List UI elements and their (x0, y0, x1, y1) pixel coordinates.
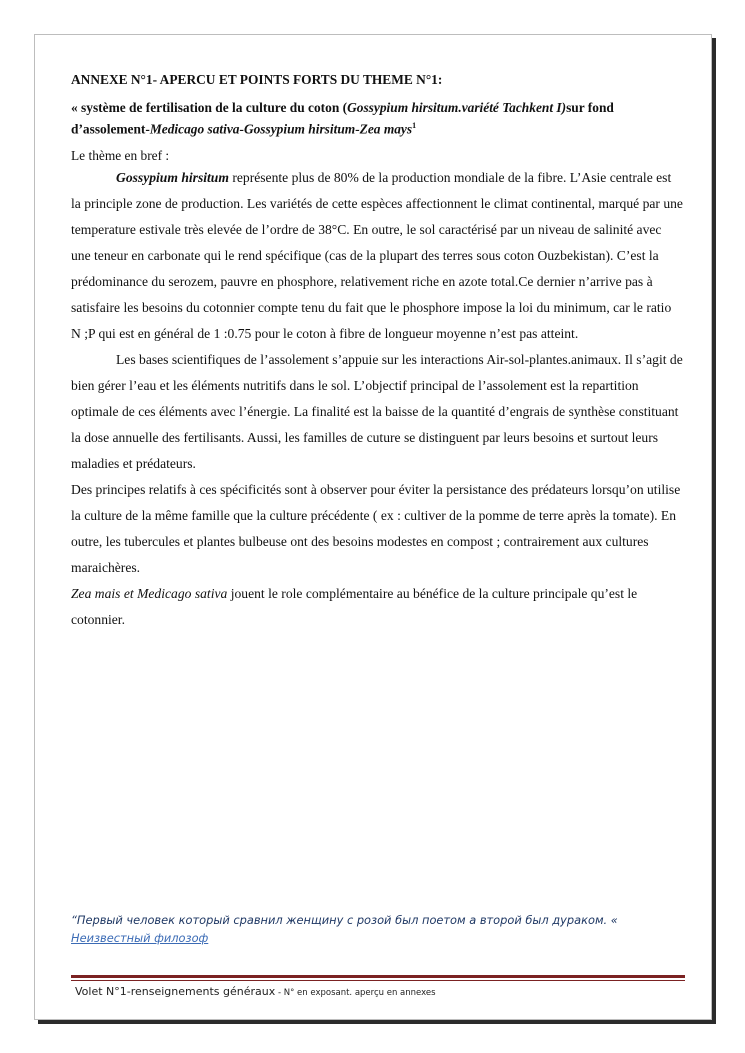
paragraph-3: Des principes relatifs à ces spécificités sont à observer pour éviter la persistance des prédateurs lorsqu’on utilise la culture de la même famille que la culture précédente ( ex : cultiver de la pomme de terre après la tomate). En outre, les tubercules et plantes bulbeuse ont des besoins modestes en compost ; contrairement aux cultures maraichères. (71, 482, 681, 576)
paragraph-4-text: jouent le role complémentaire au bénéfice de la culture principale qu’est le cotonnier. (71, 586, 638, 628)
paragraph-4 (71, 581, 683, 633)
annex-heading: ANNEXE N°1- APERCU ET POINTS FORTS DU THEME N°1: (71, 72, 443, 87)
quote-text: “Первый человек который сравнил женщину с розой был поетом а второй был дураком. « (71, 913, 618, 927)
paragraph-4-species: Zea mais et Medicago sativa (71, 586, 228, 602)
theme-title-rotation: Medicago sativa-Gossypium hirsitum-Zea mays (149, 121, 413, 137)
footer-note: - N° en exposant. aperçu en annexes (275, 988, 436, 998)
page-content (71, 71, 683, 633)
footer-rule (71, 975, 685, 978)
intro-label: Le thème en bref : (71, 148, 170, 164)
quote-author-link[interactable]: Неизвестный филозоф (71, 931, 209, 945)
footer-main-text: Volet N°1-renseignements généraux (75, 985, 276, 998)
footer-rule-thin (71, 980, 685, 981)
theme-title-part3: sur fond d’assolement- (71, 100, 614, 137)
document-page (34, 34, 712, 1020)
theme-title-part1: « système de fertilisation de la culture du coton ( (71, 100, 348, 115)
paragraph-1-text: représente plus de 80% de la production mondiale de la fibre. L’Asie centrale est la principle zone de production. Les variétés de cette espèces affectionnent le climat continental, marqué par une temperature estivale très elevée de l’ordre de 38°C. En outre, le sol caractérisé par un niveau de salinité avec une teneur en carbonate qui le rend spécifique (cas de la plupart des terres sous coton Ouzbekistan). C’est la prédominance du serozem, pauvre en phosphore, relativement riche en azote total.Ce dernier n’arrive pas à satisfaire les besoins du cotonnier compte tenu du fait que le phosphore impose la loi du minimum, car le ratio N ;P qui est en général de 1 :0.75 pour le coton à fibre de longueur moyenne n’est pas atteint. (71, 170, 683, 342)
page-footer (75, 985, 436, 998)
theme-title (71, 99, 683, 138)
paragraph-2: Les bases scientifiques de l’assolement s’appuie sur les interactions Air-sol-plantes.animaux. Il s’agit de bien gérer l’eau et les éléments nutritifs dans le sol. L’objectif principal de l’assolement est la repartition optimale de ces éléments avec l’énergie. La finalité est la baisse de la quantité d’engrais de synthèse constituant la dose annuelle des fertilisants. Aussi, les familles de cuture se distinguent par leurs besoins et surtout leurs maladies et prédateurs. (71, 352, 683, 472)
paragraph-1-species: Gossypium hirsitum (116, 170, 229, 186)
epigraph-quote (71, 911, 671, 947)
paragraph-1 (71, 165, 683, 347)
footnote-mark[interactable]: 1 (412, 121, 417, 130)
theme-title-species: Gossypium hirsitum.variété Tachkent I) (347, 100, 567, 115)
